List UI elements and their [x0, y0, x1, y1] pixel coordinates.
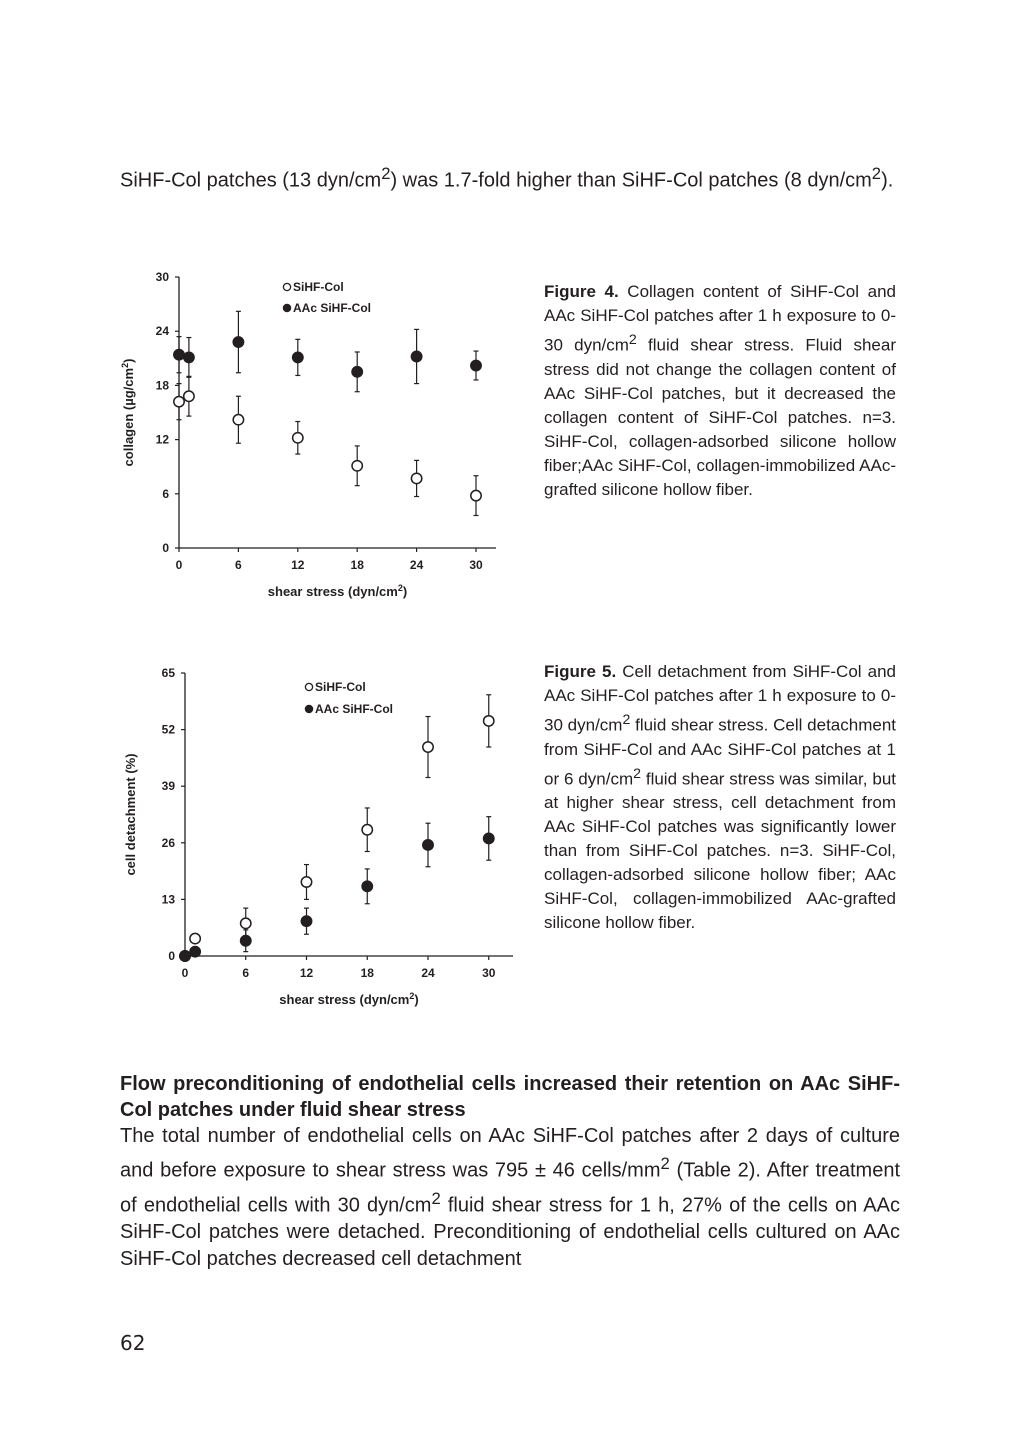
y-tick-label: 24 — [155, 324, 169, 339]
superscript: 2 — [633, 765, 641, 782]
intro-paragraph — [120, 160, 900, 195]
data-point — [484, 833, 494, 843]
y-tick-label: 30 — [155, 270, 169, 284]
data-point — [352, 367, 362, 377]
figure-5-chart — [120, 660, 520, 1015]
x-tick-label: 6 — [235, 558, 242, 572]
x-tick-label: 24 — [421, 966, 435, 980]
caption-text: fluid shear stress. Fluid shear stress did not change the collagen content of AAc SiHF-Col patches, but it decreased the collagen content of SiHF-Col patches. n=3. SiHF-Col, collagen-adsorbed silicone hollow fiber;AAc SiHF-Col, collagen-immobilized AAc-grafted silicone hollow fiber. — [544, 335, 896, 499]
y-tick-label: 26 — [161, 835, 175, 850]
data-point — [233, 337, 243, 347]
y-tick-label: 65 — [161, 666, 175, 680]
x-tick-label: 0 — [175, 558, 183, 572]
y-axis-label: collagen $(\mu g/cm^2)$ — [120, 358, 136, 467]
y-tick-label: 18 — [155, 378, 169, 393]
x-tick-label: 18 — [350, 558, 364, 572]
legend-label: AAc SiHF-Col — [315, 702, 393, 716]
figure-4-label: Figure 4. — [544, 282, 619, 301]
x-tick-label: 30 — [482, 966, 496, 980]
data-point — [423, 840, 433, 850]
data-point — [362, 881, 372, 891]
y-tick-label: 12 — [155, 432, 169, 447]
data-point — [184, 352, 194, 362]
data-point — [352, 461, 362, 471]
figure-4-caption — [544, 280, 896, 502]
y-tick-label: 6 — [162, 486, 169, 501]
data-point — [362, 825, 372, 835]
legend-marker — [283, 304, 290, 311]
data-point — [184, 391, 194, 401]
body-text: (Table 2). After treatment of endothelial cells with 30 dyn/cm — [120, 1159, 901, 1217]
x-tick-label: 6 — [242, 966, 250, 980]
legend-marker — [283, 283, 290, 290]
superscript: 2 — [660, 1154, 670, 1173]
legend-label: SiHF-Col — [293, 280, 344, 294]
y-tick-label: 0 — [168, 949, 175, 963]
page-number: 62 — [120, 1331, 146, 1355]
intro-text: ) was 1.7-fold higher than SiHF-Col patches (8 dyn/cm — [390, 169, 872, 192]
caption-text: fluid shear stress. Cell detachment from SiHF-Col and AAc SiHF-Col patches at 1 or 6 dyn/cm — [544, 715, 896, 789]
x-tick-label: 30 — [469, 558, 483, 572]
superscript: 2 — [628, 332, 637, 348]
y-tick-label: 52 — [161, 722, 175, 737]
data-point — [484, 716, 494, 726]
y-tick-label: 39 — [161, 779, 175, 794]
data-point — [190, 946, 200, 956]
x-tick-label: 0 — [181, 966, 189, 980]
x-tick-label: 12 — [291, 558, 305, 572]
body-text: The total number of endothelial cells on AAc SiHF-Col patches after 2 days of culture and before exposure to shear stress was 795 ± 46 cells/mm — [120, 1125, 900, 1182]
data-point — [233, 415, 243, 425]
data-point — [471, 490, 481, 500]
data-point — [423, 742, 433, 752]
data-point — [293, 352, 303, 362]
x-tick-label: 18 — [360, 966, 374, 980]
legend-label: SiHF-Col — [315, 680, 366, 694]
intro-text: SiHF-Col patches (13 dyn/cm — [120, 169, 382, 192]
legend-marker — [305, 705, 312, 712]
legend-label: AAc SiHF-Col — [293, 301, 371, 315]
data-point — [190, 933, 200, 943]
superscript: 2 — [871, 164, 882, 183]
figure-5-caption — [544, 660, 896, 935]
caption-text: fluid shear stress was similar, but at higher shear stress, cell detachment from AAc SiHF-Col patches was significantly lower than from SiHF-Col patches. n=3. SiHF-Col, collagen-adsorbed silicone hollow fiber; AAc SiHF-Col, collagen-immobilized AAc-grafted silicone hollow fiber. — [544, 769, 896, 933]
body-paragraph — [120, 1123, 900, 1273]
x-axis-label: shear stress $(dyn/cm^2)$ — [279, 991, 419, 1007]
body-text: fluid shear stress for 1 h, 27% of the cells on AAc SiHF-Col patches were detached. Preconditioning of endothelial cells cultured on AAc SiHF-Col patches decreased cell detachment — [120, 1194, 900, 1271]
data-point — [174, 396, 184, 406]
data-point — [471, 360, 481, 370]
data-point — [301, 877, 311, 887]
intro-text: ). — [881, 169, 894, 192]
data-point — [411, 473, 421, 483]
data-point — [241, 918, 251, 928]
figure-5-label: Figure 5. — [544, 662, 617, 681]
x-tick-label: 12 — [299, 966, 314, 980]
x-axis-label: shear stress $(dyn/cm^2)$ — [267, 583, 408, 599]
section-heading: Flow preconditioning of endothelial cells increased their retention on AAc SiHF-Col patches under fluid shear stress — [120, 1073, 900, 1121]
superscript: 2 — [622, 712, 631, 728]
data-point — [301, 916, 311, 926]
y-axis-label: cell detachment (%) — [123, 753, 138, 876]
data-point — [174, 349, 184, 359]
y-tick-label: 13 — [161, 892, 175, 907]
x-tick-label: 24 — [409, 558, 424, 572]
data-point — [293, 433, 303, 443]
data-point — [241, 936, 251, 946]
y-tick-label: 0 — [162, 541, 169, 555]
caption-text: Collagen content of SiHF-Col and AAc SiHF-Col patches after 1 h exposure to 0-30 dyn/cm — [544, 282, 896, 355]
legend-marker — [305, 683, 312, 690]
superscript: 2 — [381, 164, 391, 183]
figure-4-chart — [120, 262, 520, 607]
data-point — [411, 351, 421, 361]
data-point — [180, 951, 190, 961]
caption-text: Cell detachment from SiHF-Col and AAc SiHF-Col patches after 1 h exposure to 0-30 dyn/cm — [544, 662, 896, 735]
superscript: 2 — [431, 1188, 441, 1208]
